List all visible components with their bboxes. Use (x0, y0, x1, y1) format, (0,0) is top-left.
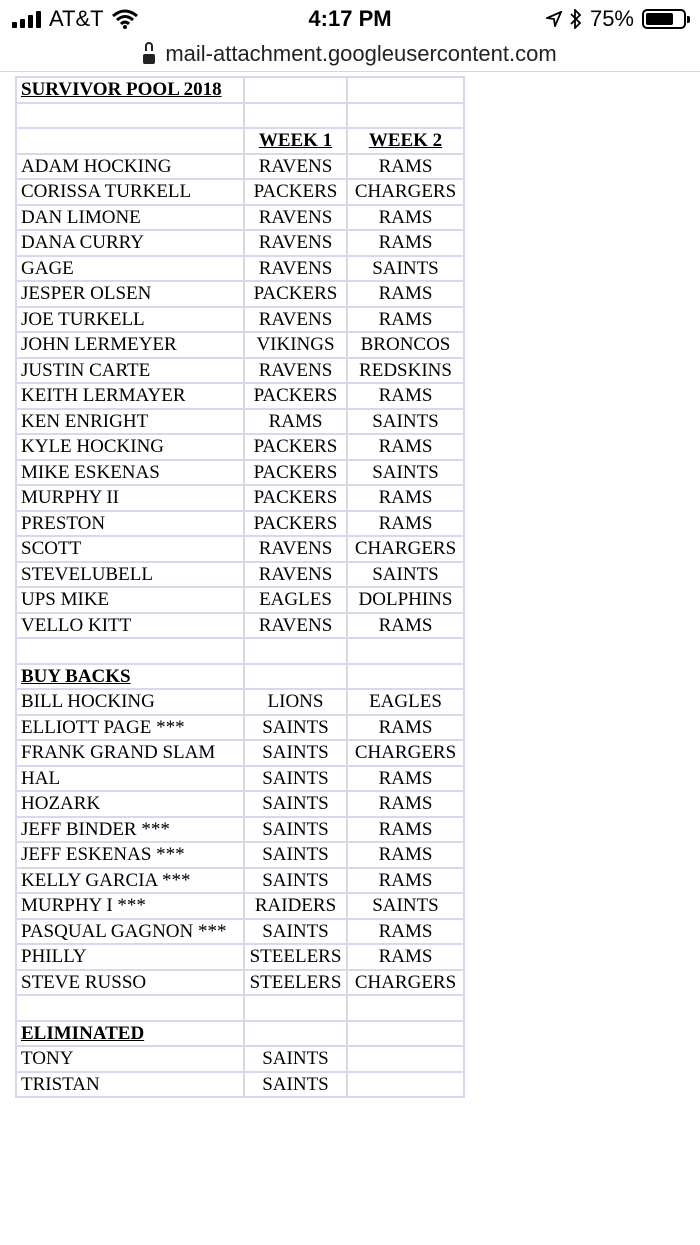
week2-pick-cell: RAMS (347, 919, 464, 945)
week1-pick-cell: EAGLES (244, 587, 347, 613)
week2-pick-cell: RAMS (347, 766, 464, 792)
week2-pick-cell: SAINTS (347, 562, 464, 588)
week2-pick-cell: CHARGERS (347, 536, 464, 562)
week1-header: WEEK 1 (244, 128, 347, 154)
player-name-cell: KELLY GARCIA *** (16, 868, 244, 894)
week2-pick-cell: REDSKINS (347, 358, 464, 384)
week1-pick-cell: RAVENS (244, 256, 347, 282)
status-right (546, 6, 686, 32)
player-name-cell: KEN ENRIGHT (16, 409, 244, 435)
week2-pick-cell: RAMS (347, 383, 464, 409)
carrier-label: AT&T (49, 6, 104, 31)
table-row (16, 842, 464, 868)
week1-pick-cell: PACKERS (244, 383, 347, 409)
table-row (16, 919, 464, 945)
week1-pick-cell: SAINTS (244, 919, 347, 945)
week1-pick-cell: RAMS (244, 409, 347, 435)
empty-cell (347, 995, 464, 1021)
clock: 4:17 PM (308, 6, 392, 31)
week2-pick-cell: RAMS (347, 817, 464, 843)
player-name-cell: JEFF BINDER *** (16, 817, 244, 843)
table-row (16, 1046, 464, 1072)
week2-pick-cell: RAMS (347, 511, 464, 537)
empty-cell (244, 77, 347, 103)
week2-pick-cell (347, 1072, 464, 1098)
week1-pick-cell: VIKINGS (244, 332, 347, 358)
player-name-cell: STEVELUBELL (16, 562, 244, 588)
table-row (16, 205, 464, 231)
player-name-cell: ADAM HOCKING (16, 154, 244, 180)
week1-pick-cell: SAINTS (244, 817, 347, 843)
player-name-cell: JEFF ESKENAS *** (16, 842, 244, 868)
week2-pick-cell: RAMS (347, 230, 464, 256)
player-name-cell: JOHN LERMEYER (16, 332, 244, 358)
table-row (16, 307, 464, 333)
lock-icon (143, 50, 155, 64)
player-name-cell: GAGE (16, 256, 244, 282)
header-row (16, 128, 464, 154)
player-name-cell: FRANK GRAND SLAM (16, 740, 244, 766)
week1-pick-cell: RAVENS (244, 307, 347, 333)
player-name-cell: MURPHY I *** (16, 893, 244, 919)
table-row (16, 868, 464, 894)
table-row (16, 460, 464, 486)
week2-pick-cell: EAGLES (347, 689, 464, 715)
table-row (16, 383, 464, 409)
empty-cell (244, 1021, 347, 1047)
week1-pick-cell: STEELERS (244, 944, 347, 970)
week2-pick-cell: RAMS (347, 613, 464, 639)
table-row (16, 332, 464, 358)
week1-pick-cell: SAINTS (244, 740, 347, 766)
player-name-cell: PRESTON (16, 511, 244, 537)
player-name-cell: MURPHY II (16, 485, 244, 511)
week2-pick-cell: DOLPHINS (347, 587, 464, 613)
player-name-cell: KYLE HOCKING (16, 434, 244, 460)
player-name-cell: JOE TURKELL (16, 307, 244, 333)
battery-percent: 75% (589, 6, 634, 31)
week1-pick-cell: RAVENS (244, 205, 347, 231)
week2-pick-cell: RAMS (347, 715, 464, 741)
week2-pick-cell (347, 1046, 464, 1072)
empty-cell (16, 128, 244, 154)
table-row (16, 536, 464, 562)
week2-pick-cell: RAMS (347, 281, 464, 307)
player-name-cell: KEITH LERMAYER (16, 383, 244, 409)
section-header-row (16, 664, 464, 690)
week2-pick-cell: RAMS (347, 842, 464, 868)
week2-pick-cell: RAMS (347, 485, 464, 511)
player-name-cell: MIKE ESKENAS (16, 460, 244, 486)
table-row (16, 740, 464, 766)
player-name-cell: TONY (16, 1046, 244, 1072)
table-row (16, 358, 464, 384)
battery-icon (642, 9, 686, 29)
week2-pick-cell: SAINTS (347, 460, 464, 486)
table-row (16, 817, 464, 843)
table-row (16, 230, 464, 256)
table-row (16, 562, 464, 588)
player-name-cell: CORISSA TURKELL (16, 179, 244, 205)
table-row (16, 179, 464, 205)
player-name-cell: HOZARK (16, 791, 244, 817)
week2-pick-cell: CHARGERS (347, 179, 464, 205)
week2-pick-cell: RAMS (347, 944, 464, 970)
empty-cell (244, 638, 347, 664)
week2-pick-cell: RAMS (347, 307, 464, 333)
blank-row (16, 638, 464, 664)
table-row (16, 281, 464, 307)
week1-pick-cell: PACKERS (244, 485, 347, 511)
empty-cell (244, 664, 347, 690)
table-row (16, 256, 464, 282)
table-row (16, 613, 464, 639)
player-name-cell: DANA CURRY (16, 230, 244, 256)
section-header-row (16, 1021, 464, 1047)
week1-pick-cell: RAVENS (244, 358, 347, 384)
week1-pick-cell: STEELERS (244, 970, 347, 996)
empty-cell (347, 1021, 464, 1047)
week1-pick-cell: PACKERS (244, 434, 347, 460)
table-row (16, 715, 464, 741)
player-name-cell: UPS MIKE (16, 587, 244, 613)
week1-pick-cell: SAINTS (244, 715, 347, 741)
player-name-cell: PHILLY (16, 944, 244, 970)
week1-pick-cell: SAINTS (244, 1072, 347, 1098)
table-row (16, 587, 464, 613)
player-name-cell: PASQUAL GAGNON *** (16, 919, 244, 945)
empty-cell (16, 995, 244, 1021)
week1-pick-cell: RAVENS (244, 562, 347, 588)
week2-pick-cell: RAMS (347, 205, 464, 231)
empty-cell (347, 77, 464, 103)
empty-cell (244, 103, 347, 129)
table-row (16, 511, 464, 537)
empty-cell (347, 664, 464, 690)
location-arrow-icon (546, 11, 562, 27)
week1-pick-cell: SAINTS (244, 791, 347, 817)
week2-pick-cell: SAINTS (347, 409, 464, 435)
week1-pick-cell: SAINTS (244, 1046, 347, 1072)
week1-pick-cell: SAINTS (244, 842, 347, 868)
week1-pick-cell: RAVENS (244, 230, 347, 256)
player-name-cell: JUSTIN CARTE (16, 358, 244, 384)
table-row (16, 689, 464, 715)
eliminated-header: ELIMINATED (16, 1021, 244, 1047)
buy-backs-header: BUY BACKS (16, 664, 244, 690)
blank-row (16, 995, 464, 1021)
table-row (16, 485, 464, 511)
table-row (16, 154, 464, 180)
week1-pick-cell: RAVENS (244, 613, 347, 639)
player-name-cell: HAL (16, 766, 244, 792)
week2-pick-cell: BRONCOS (347, 332, 464, 358)
empty-cell (16, 103, 244, 129)
player-name-cell: VELLO KITT (16, 613, 244, 639)
table-row (16, 893, 464, 919)
table-row (16, 434, 464, 460)
week1-pick-cell: SAINTS (244, 868, 347, 894)
player-name-cell: SCOTT (16, 536, 244, 562)
status-bar (0, 0, 700, 36)
week1-pick-cell: LIONS (244, 689, 347, 715)
empty-cell (347, 103, 464, 129)
url-text: mail-attachment.googleusercontent.com (165, 40, 557, 66)
week2-pick-cell: RAMS (347, 791, 464, 817)
week2-pick-cell: SAINTS (347, 256, 464, 282)
week1-pick-cell: RAIDERS (244, 893, 347, 919)
empty-cell (244, 995, 347, 1021)
week1-pick-cell: SAINTS (244, 766, 347, 792)
player-name-cell: TRISTAN (16, 1072, 244, 1098)
sheet-title: SURVIVOR POOL 2018 (16, 77, 244, 103)
week1-pick-cell: RAVENS (244, 536, 347, 562)
table-row (16, 766, 464, 792)
table-row (16, 409, 464, 435)
player-name-cell: BILL HOCKING (16, 689, 244, 715)
week2-pick-cell: RAMS (347, 434, 464, 460)
week2-pick-cell: SAINTS (347, 893, 464, 919)
title-row (16, 77, 464, 103)
player-name-cell: ELLIOTT PAGE *** (16, 715, 244, 741)
week1-pick-cell: PACKERS (244, 460, 347, 486)
week2-pick-cell: RAMS (347, 154, 464, 180)
url-bar[interactable] (0, 36, 700, 72)
week1-pick-cell: PACKERS (244, 179, 347, 205)
table-row (16, 970, 464, 996)
week2-pick-cell: RAMS (347, 868, 464, 894)
week1-pick-cell: PACKERS (244, 281, 347, 307)
survivor-pool-table (15, 76, 465, 1098)
week2-pick-cell: CHARGERS (347, 970, 464, 996)
table-row (16, 1072, 464, 1098)
empty-cell (347, 638, 464, 664)
player-name-cell: STEVE RUSSO (16, 970, 244, 996)
week2-pick-cell: CHARGERS (347, 740, 464, 766)
blank-row (16, 103, 464, 129)
table-row (16, 944, 464, 970)
player-name-cell: JESPER OLSEN (16, 281, 244, 307)
week2-header: WEEK 2 (347, 128, 464, 154)
week1-pick-cell: PACKERS (244, 511, 347, 537)
empty-cell (16, 638, 244, 664)
week1-pick-cell: RAVENS (244, 154, 347, 180)
table-row (16, 791, 464, 817)
bluetooth-icon (570, 9, 582, 29)
player-name-cell: DAN LIMONE (16, 205, 244, 231)
